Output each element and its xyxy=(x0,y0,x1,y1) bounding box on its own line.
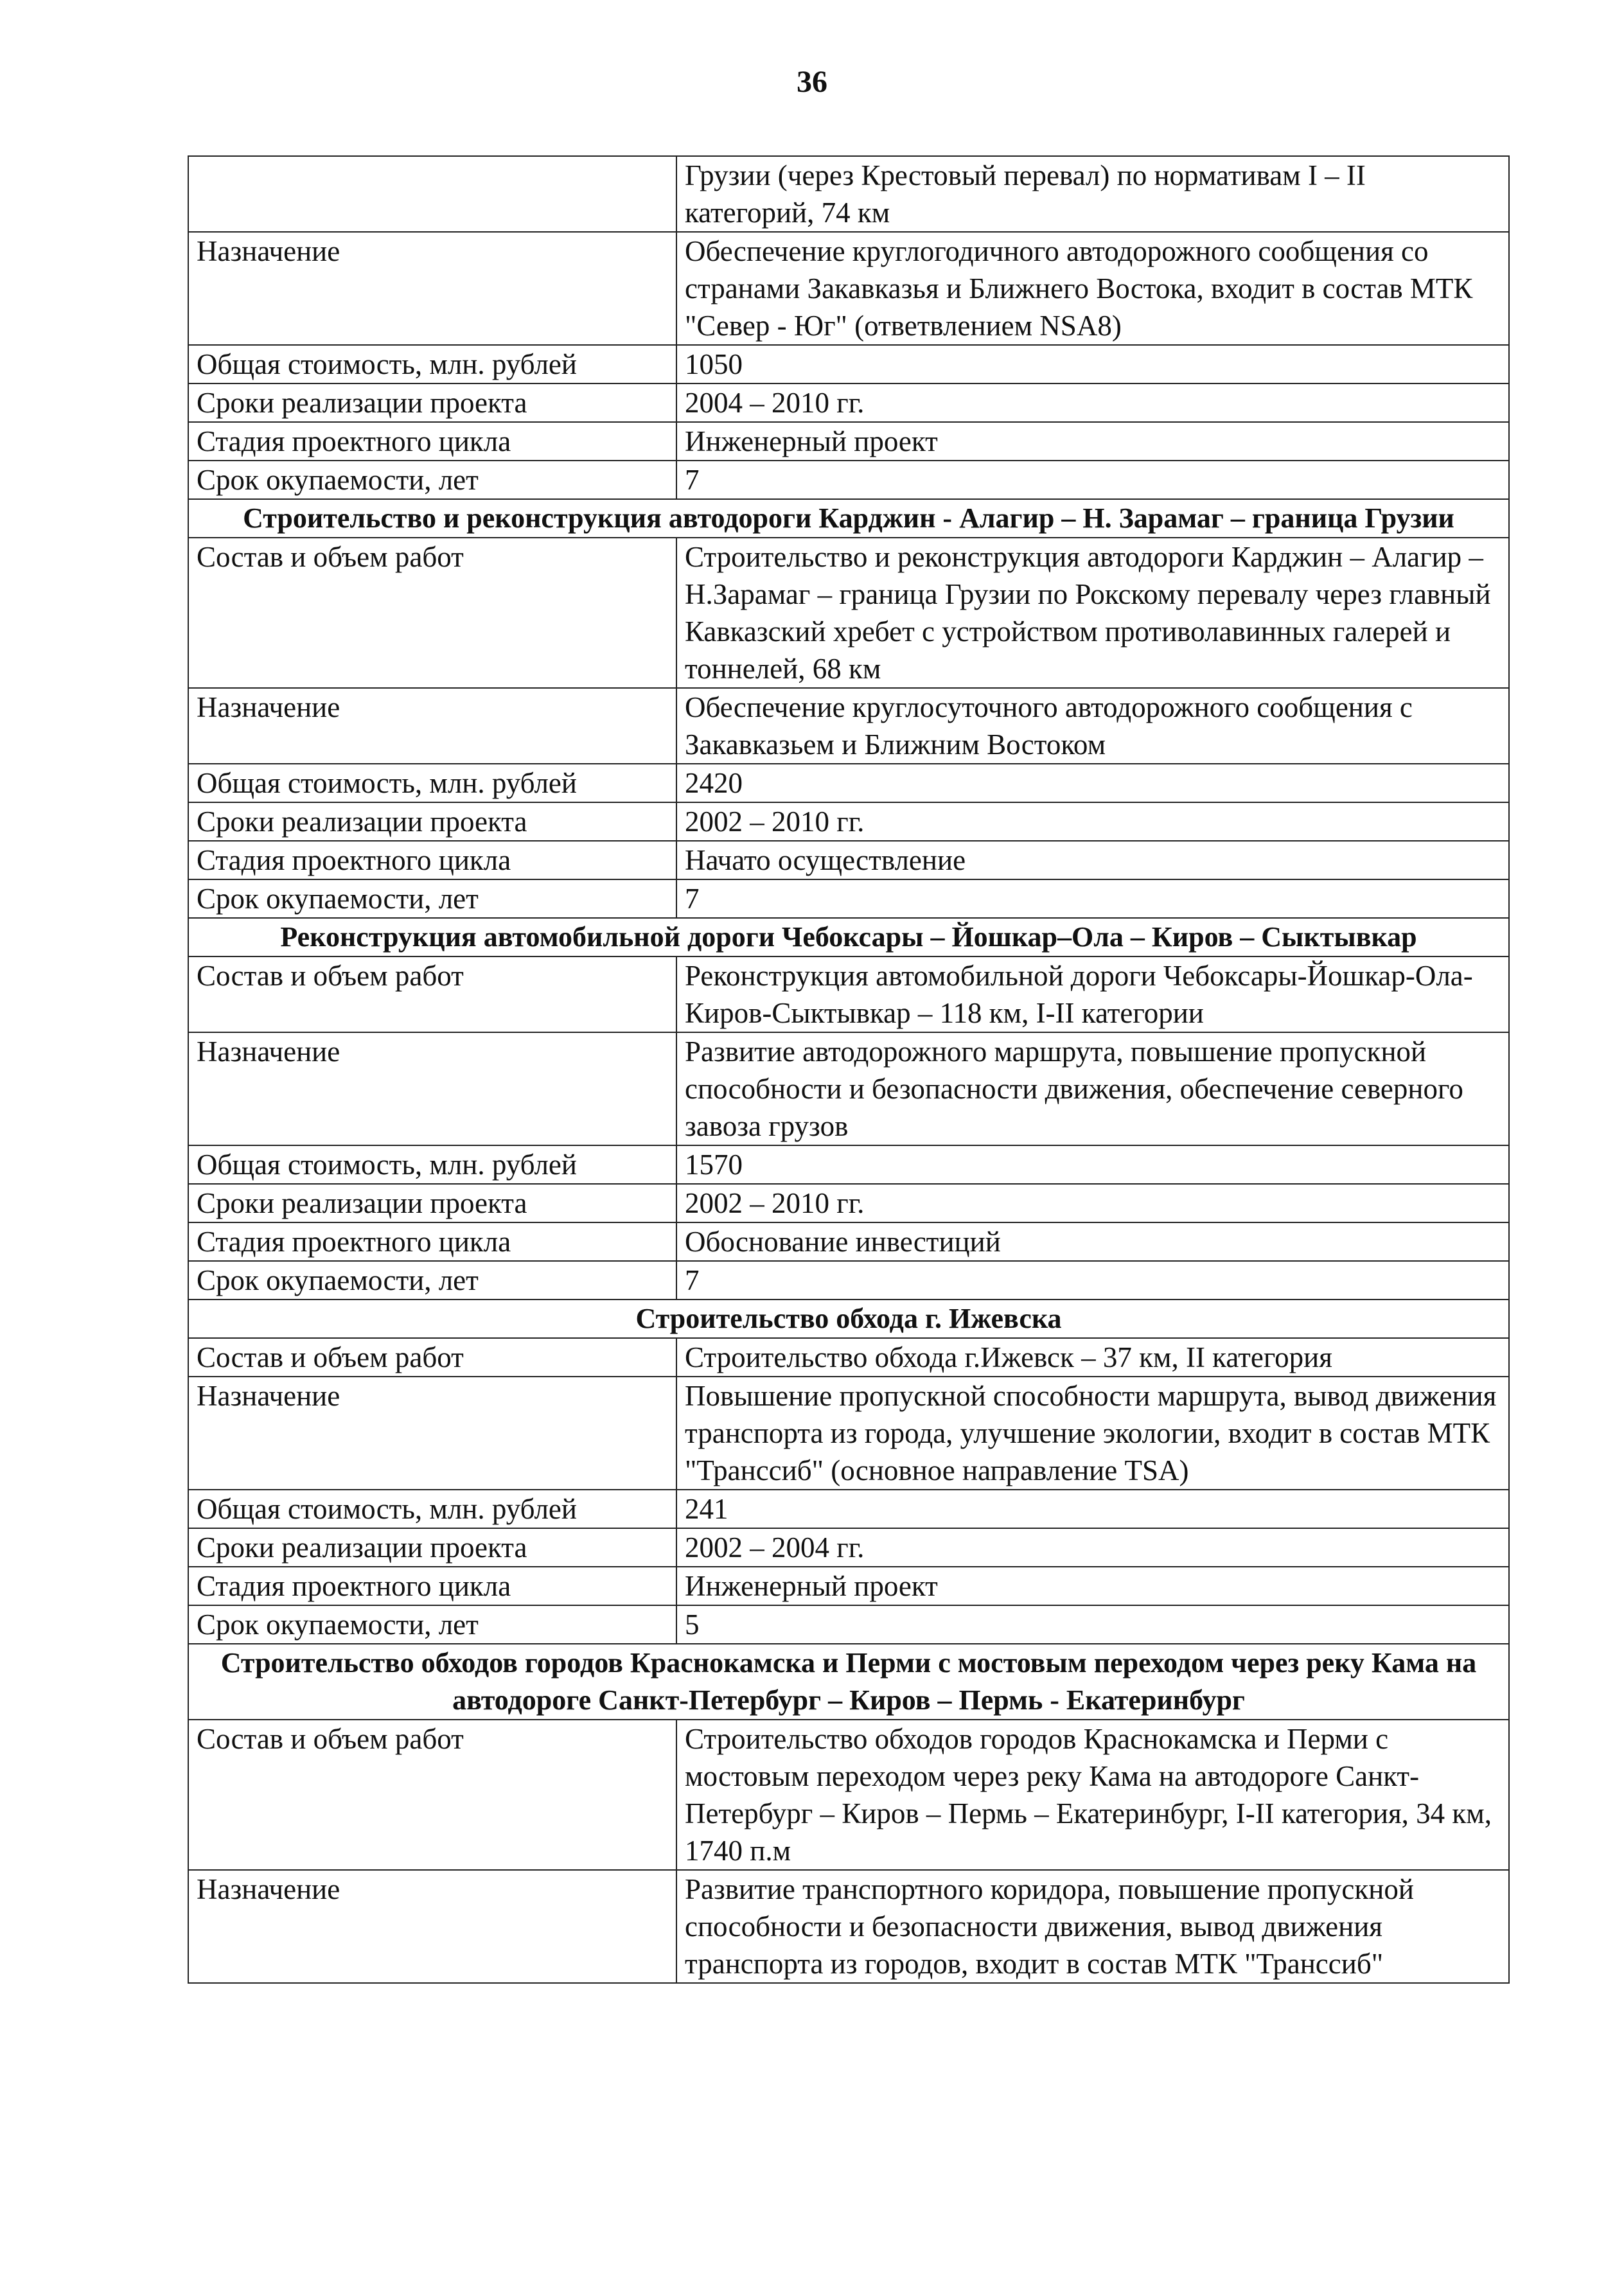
table-row xyxy=(188,1261,1509,1300)
row-label: Срок окупаемости, лет xyxy=(188,1605,676,1644)
row-value: 7 xyxy=(676,461,1509,499)
row-label: Состав и объем работ xyxy=(188,956,676,1032)
section-row xyxy=(188,1644,1509,1720)
row-label: Сроки реализации проекта xyxy=(188,383,676,422)
table-row xyxy=(188,538,1509,688)
row-value: Грузии (через Крестовый перевал) по нормативам I – II категорий, 74 км xyxy=(676,156,1509,232)
table-row xyxy=(188,345,1509,383)
row-value: Развитие транспортного коридора, повышение пропускной способности и безопасности движения, вывод движения транспорта из городов, входит в состав МТК "Транссиб" xyxy=(676,1870,1509,1983)
row-value: 2002 – 2010 гг. xyxy=(676,802,1509,841)
row-label: Общая стоимость, млн. рублей xyxy=(188,1145,676,1184)
row-label: Назначение xyxy=(188,688,676,764)
row-value: 2004 – 2010 гг. xyxy=(676,383,1509,422)
section-row xyxy=(188,499,1509,538)
row-value: 5 xyxy=(676,1605,1509,1644)
row-label: Стадия проектного цикла xyxy=(188,841,676,879)
row-value: 1050 xyxy=(676,345,1509,383)
table-row xyxy=(188,1490,1509,1528)
table-row xyxy=(188,1338,1509,1377)
row-label: Назначение xyxy=(188,232,676,345)
table-row xyxy=(188,1720,1509,1870)
row-value: Инженерный проект xyxy=(676,1567,1509,1605)
row-value: Строительство и реконструкция автодороги Карджин – Алагир – Н.Зарамаг – граница Грузии по Рокскому перевалу через главный Кавказский хребет с устройством противолавинных галерей и тоннелей, 68 км xyxy=(676,538,1509,688)
row-value: 1570 xyxy=(676,1145,1509,1184)
table-row xyxy=(188,383,1509,422)
table-row xyxy=(188,956,1509,1032)
table-row xyxy=(188,841,1509,879)
row-value: Развитие автодорожного маршрута, повышение пропускной способности и безопасности движения, обеспечение северного завоза грузов xyxy=(676,1032,1509,1145)
row-label: Общая стоимость, млн. рублей xyxy=(188,1490,676,1528)
row-label: Срок окупаемости, лет xyxy=(188,1261,676,1300)
row-value: Обоснование инвестиций xyxy=(676,1222,1509,1261)
row-label: Назначение xyxy=(188,1870,676,1983)
row-value: Обеспечение круглосуточного автодорожного сообщения с Закавказьем и Ближним Востоком xyxy=(676,688,1509,764)
section-title: Реконструкция автомобильной дороги Чебоксары – Йошкар–Ола – Киров – Сыктывкар xyxy=(188,918,1509,956)
table-row xyxy=(188,1184,1509,1222)
row-label: Общая стоимость, млн. рублей xyxy=(188,764,676,802)
row-label: Сроки реализации проекта xyxy=(188,1528,676,1567)
table-row xyxy=(188,1032,1509,1145)
row-value: Обеспечение круглогодичного автодорожного сообщения со странами Закавказья и Ближнего Востока, входит в состав МТК "Север - Юг" (ответвлением NSA8) xyxy=(676,232,1509,345)
row-label: Назначение xyxy=(188,1377,676,1490)
row-value: Начато осуществление xyxy=(676,841,1509,879)
row-label: Общая стоимость, млн. рублей xyxy=(188,345,676,383)
row-value: Строительство обходов городов Краснокамска и Перми с мостовым переходом через реку Кама на автодороге Санкт-Петербург – Киров – Пермь – Екатеринбург, I-II категория, 34 км, 1740 п.м xyxy=(676,1720,1509,1870)
row-value: Строительство обхода г.Ижевск – 37 км, II категория xyxy=(676,1338,1509,1377)
table-row xyxy=(188,232,1509,345)
row-value: 2002 – 2010 гг. xyxy=(676,1184,1509,1222)
table-row xyxy=(188,688,1509,764)
table-row xyxy=(188,1145,1509,1184)
table-row xyxy=(188,156,1509,232)
table-row xyxy=(188,802,1509,841)
row-value: 7 xyxy=(676,1261,1509,1300)
page-number: 36 xyxy=(797,65,827,99)
row-value: Реконструкция автомобильной дороги Чебоксары-Йошкар-Ола-Киров-Сыктывкар – 118 км, I-II категории xyxy=(676,956,1509,1032)
table-row xyxy=(188,1870,1509,1983)
table-row xyxy=(188,461,1509,499)
row-value: Повышение пропускной способности маршрута, вывод движения транспорта из города, улучшение экологии, входит в состав МТК "Транссиб" (основное направление TSA) xyxy=(676,1377,1509,1490)
table-row xyxy=(188,764,1509,802)
row-label: Стадия проектного цикла xyxy=(188,422,676,461)
row-label: Стадия проектного цикла xyxy=(188,1567,676,1605)
section-title: Строительство и реконструкция автодороги Карджин - Алагир – Н. Зарамаг – граница Грузии xyxy=(188,499,1509,538)
section-title: Строительство обходов городов Краснокамска и Перми с мостовым переходом через реку Кама на автодороге Санкт-Петербург – Киров – Пермь - Екатеринбург xyxy=(188,1644,1509,1720)
row-value: Инженерный проект xyxy=(676,422,1509,461)
row-label: Срок окупаемости, лет xyxy=(188,461,676,499)
row-label: Стадия проектного цикла xyxy=(188,1222,676,1261)
section-row xyxy=(188,1300,1509,1338)
table-row xyxy=(188,879,1509,918)
section-row xyxy=(188,918,1509,956)
table-row xyxy=(188,1605,1509,1644)
row-value: 241 xyxy=(676,1490,1509,1528)
row-value: 2420 xyxy=(676,764,1509,802)
row-label xyxy=(188,156,676,232)
row-label: Состав и объем работ xyxy=(188,1338,676,1377)
table-row xyxy=(188,1377,1509,1490)
row-label: Назначение xyxy=(188,1032,676,1145)
row-value: 2002 – 2004 гг. xyxy=(676,1528,1509,1567)
row-label: Состав и объем работ xyxy=(188,1720,676,1870)
row-label: Состав и объем работ xyxy=(188,538,676,688)
row-value: 7 xyxy=(676,879,1509,918)
table-row xyxy=(188,1528,1509,1567)
table-row xyxy=(188,1222,1509,1261)
section-title: Строительство обхода г. Ижевска xyxy=(188,1300,1509,1338)
row-label: Сроки реализации проекта xyxy=(188,802,676,841)
table-row xyxy=(188,1567,1509,1605)
projects-table xyxy=(188,155,1510,1984)
row-label: Сроки реализации проекта xyxy=(188,1184,676,1222)
table-row xyxy=(188,422,1509,461)
row-label: Срок окупаемости, лет xyxy=(188,879,676,918)
